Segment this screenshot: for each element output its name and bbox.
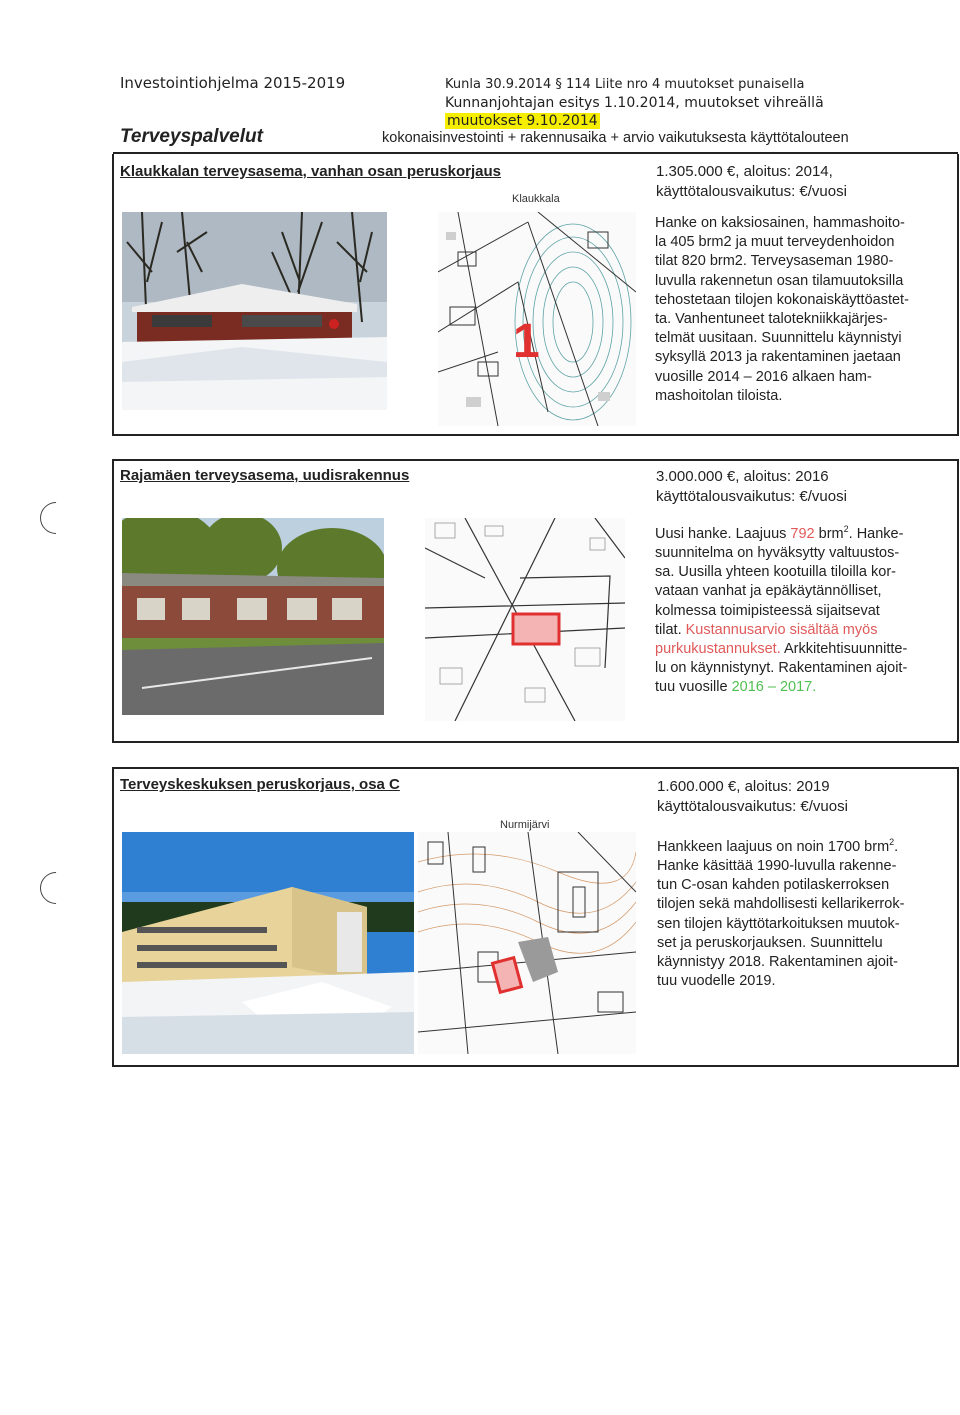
desc-line: telmät uusitaan. Suunnittelu käynnistyi xyxy=(655,330,902,347)
section-subtitle: kokonaisinvestointi + rakennusaika + arvio vaikutuksesta käyttötalouteen xyxy=(382,130,849,146)
section-title: Terveyspalvelut xyxy=(120,126,263,147)
building-photo xyxy=(122,832,414,1054)
desc-line: suunnitelma on hyväksytty valtuustos- xyxy=(655,545,900,562)
desc-line: käynnistyy 2018. Rakentaminen ajoit- xyxy=(657,954,898,971)
desc-line: purkukustannukset. Arkkitehtisuunnitte- xyxy=(655,641,908,658)
map-label: Nurmijärvi xyxy=(500,819,550,831)
cost-and-start: 3.000.000 €, aloitus: 2016 xyxy=(656,468,829,485)
project-title: Klaukkalan terveysasema, vanhan osan peruskorjaus xyxy=(120,163,502,180)
punch-hole-top xyxy=(33,495,78,540)
desc-line: tuu vuosille 2016 – 2017. xyxy=(655,679,817,696)
desc-line: Hanke käsittää 1990-luvulla rakenne- xyxy=(657,858,897,875)
project-description xyxy=(655,520,955,698)
cost-and-start: 1.600.000 €, aloitus: 2019 xyxy=(657,778,830,795)
operating-impact: käyttötalousvaikutus: €/vuosi xyxy=(657,798,848,815)
project-title: Terveyskeskuksen peruskorjaus, osa C xyxy=(120,776,400,793)
desc-line: lu on käynnistynyt. Rakentaminen ajoit- xyxy=(655,660,908,677)
desc-line: tilat. Kustannusarvio sisältää myös xyxy=(655,621,878,638)
operating-impact: käyttötalousvaikutus: €/vuosi xyxy=(656,488,847,505)
cost-and-start: 1.305.000 €, aloitus: 2014, xyxy=(656,163,833,180)
desc-line: Hankkeen laajuus on noin 1700 brm$^2$. xyxy=(657,837,899,855)
desc-line: vuosille 2014 – 2016 alkaen ham- xyxy=(655,368,872,385)
svg-text:1: 1 xyxy=(513,315,540,368)
change-notes xyxy=(445,76,824,130)
desc-line: ta. Vanhentuneet talotekniikkajärjes- xyxy=(655,311,888,328)
desc-line: set ja peruskorjauksen. Suunnittelu xyxy=(657,934,883,951)
project-cost xyxy=(656,162,847,202)
note-green-changes: Kunnanjohtajan esitys 1.10.2014, muutokset vihreällä xyxy=(445,95,824,111)
desc-line: luvulla rakennetun osan tilamuutoksilla xyxy=(655,272,904,289)
desc-line: sa. Uusilla yhteen kootuilla tiloilla kor- xyxy=(655,564,896,581)
desc-line: vataan vanhat ja epäkäytännölliset, xyxy=(655,583,882,600)
desc-line: la 405 brm2 ja muut terveydenhoidon xyxy=(655,234,895,251)
desc-line: tuu vuodelle 2019. xyxy=(657,973,776,990)
project-title: Rajamäen terveysasema, uudisrakennus xyxy=(120,467,410,484)
project-cost xyxy=(656,467,847,507)
desc-line: tehostetaan tilojen kokonaiskäyttöastet- xyxy=(655,291,909,308)
building-photo xyxy=(122,518,384,715)
location-map xyxy=(438,212,636,426)
desc-line: syksyllä 2013 ja rakentaminen jaetaan xyxy=(655,349,901,366)
project-description xyxy=(657,833,955,991)
desc-line: Hanke on kaksiosainen, hammashoito- xyxy=(655,215,905,231)
desc-line: tun C-osan kahden potilaskerroksen xyxy=(657,877,890,894)
desc-line: kolmessa toimipisteessä sijaitsevat xyxy=(655,602,880,619)
project-description xyxy=(655,214,955,406)
note-red-changes: Kunla 30.9.2014 § 114 Liite nro 4 muutokset punaisella xyxy=(445,77,805,92)
desc-line: sen tilojen käyttötarkoituksen muutok- xyxy=(657,915,900,932)
building-photo xyxy=(122,212,387,410)
location-map xyxy=(418,832,636,1054)
punch-hole-bottom xyxy=(33,865,78,910)
desc-line: mashoitolan tiloista. xyxy=(655,387,783,404)
desc-line: tilat 820 brm2. Terveysaseman 1980- xyxy=(655,253,894,270)
map-label: Klaukkala xyxy=(512,193,560,205)
note-highlighted-changes: muutokset 9.10.2014 xyxy=(447,113,598,129)
operating-impact: käyttötalousvaikutus: €/vuosi xyxy=(656,183,847,200)
desc-line: tilojen sekä mahdollisesti kellarikerrok- xyxy=(657,896,905,913)
project-cost xyxy=(657,777,848,817)
desc-line: Uusi hanke. Laajuus 792 brm$^2$. Hanke- xyxy=(655,524,904,542)
location-map xyxy=(425,518,625,721)
document-title: Investointiohjelma 2015-2019 xyxy=(120,74,346,92)
